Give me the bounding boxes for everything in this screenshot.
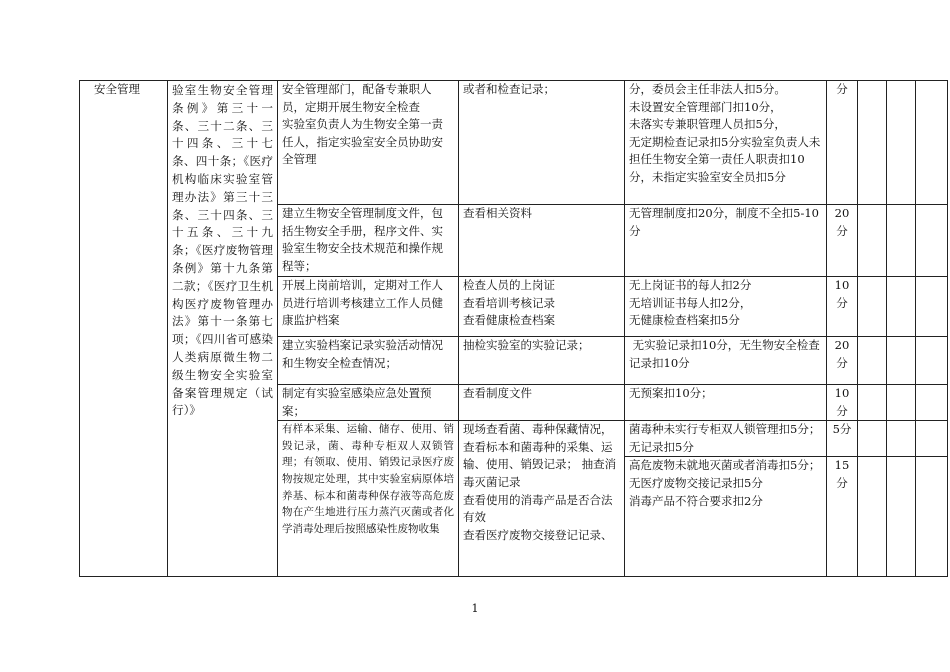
score-text: 10分	[834, 386, 850, 418]
blank-cell	[887, 421, 916, 457]
content-cell	[278, 81, 459, 205]
score-cell	[827, 81, 858, 205]
blank-cell	[887, 457, 916, 577]
score-text: 10分	[834, 278, 850, 310]
content-text: 安全管理部门，配备专兼职人员，定期开展生物安全检查 实验室负责人为生物安全第一责任人，指定实验室安全员协助安全管理	[282, 82, 443, 167]
blank-cell	[887, 205, 916, 277]
method-cell	[459, 385, 625, 421]
blank-cell	[916, 385, 948, 421]
criteria-cell	[625, 385, 827, 421]
legal-basis-text: 验室生物安全管理条例》第三十一条、三十二条、三十四条、三十七条、四十条；《医疗机构临床实验室管理办法》第三十三条、三十四条、三十五条、三十九条；《医疗废物管理条例》第十九条第二款；《医疗卫生机构医疗废物管理办法》第十一条第七项；《四川省可感染人类病原微生物二级生物安全实验室备案管理规定（试行）》	[172, 83, 273, 418]
content-text: 建立实验档案记录实验活动情况和生物安全检查情况；	[282, 338, 443, 370]
content-cell	[278, 337, 459, 385]
blank-cell	[858, 385, 887, 421]
content-text: 开展上岗前培训，定期对工作人员进行培训考核建立工作人员健康监护档案	[282, 278, 443, 328]
blank-cell	[916, 457, 948, 577]
criteria-text: 无实验记录扣10分，无生物安全检查记录扣10分	[629, 338, 820, 370]
blank-cell	[887, 385, 916, 421]
page-number: 1	[471, 602, 479, 615]
blank-cell	[916, 81, 948, 205]
criteria-text: 无上岗证书的每人扣2分 无培训证书每人扣2分， 无健康检查档案扣5分	[629, 278, 752, 328]
criteria-cell	[625, 81, 827, 205]
criteria-text: 无预案扣10分；	[629, 386, 713, 400]
method-cell	[459, 81, 625, 205]
score-text: 20分	[834, 206, 850, 238]
blank-cell	[858, 421, 887, 457]
blank-cell	[858, 277, 887, 337]
blank-cell	[858, 205, 887, 277]
score-cell	[827, 421, 858, 457]
method-text: 或者和检查记录；	[463, 82, 555, 96]
blank-cell	[858, 457, 887, 577]
criteria-cell	[625, 337, 827, 385]
score-text: 分	[836, 82, 848, 96]
blank-cell	[916, 205, 948, 277]
score-cell	[827, 457, 858, 577]
section-cell	[80, 81, 168, 577]
criteria-cell	[625, 421, 827, 457]
content-text: 建立生物安全管理制度文件，包括生物安全手册，程序文件、实验室生物安全技术规范和操作规程等；	[282, 206, 443, 273]
blank-cell	[887, 277, 916, 337]
score-text: 20分	[834, 338, 850, 370]
content-cell	[278, 277, 459, 337]
blank-cell	[916, 337, 948, 385]
blank-cell	[916, 421, 948, 457]
content-cell	[278, 385, 459, 421]
score-cell	[827, 385, 858, 421]
legal-basis-cell	[168, 81, 278, 577]
criteria-cell	[625, 205, 827, 277]
method-cell	[459, 277, 625, 337]
blank-cell	[887, 81, 916, 205]
method-text: 抽检实验室的实验记录；	[463, 338, 590, 352]
criteria-text: 高危废物未就地灭菌或者消毒扣5分； 无医疗废物交接记录扣5分 消毒产品不符合要求扣2分	[629, 458, 821, 508]
content-text: 制定有实验室感染应急处置预案；	[282, 386, 432, 418]
content-text: 有样本采集、运输、储存、使用、销毁记录，菌、毒种专柜双人双锁管理；有领取、使用、销毁记录医疗废物按规定处理，其中实验室病原体培养基、标本和菌毒种保存液等高危废物在产生地进行压力蒸汽灭菌或者化学消毒处理后按照感染性废物收集	[282, 423, 454, 535]
method-cell	[459, 421, 625, 577]
content-cell	[278, 205, 459, 277]
score-cell	[827, 337, 858, 385]
method-text: 现场查看菌、毒种保藏情况，查看标本和菌毒种的采集、运输、使用、销毁记录； 抽查消毒灭菌记录 查看使用的消毒产品是否合法有效 查看医疗废物交接登记记录、	[463, 422, 617, 542]
score-cell	[827, 205, 858, 277]
method-cell	[459, 205, 625, 277]
evaluation-table	[79, 80, 948, 577]
blank-cell	[858, 81, 887, 205]
table-row	[80, 81, 948, 205]
criteria-cell	[625, 277, 827, 337]
criteria-text: 菌毒种未实行专柜双人锁管理扣5分；无记录扣5分	[629, 422, 821, 454]
section-title: 安全管理	[94, 82, 140, 96]
blank-cell	[858, 337, 887, 385]
method-text: 检查人员的上岗证 查看培训考核记录 查看健康检查档案	[463, 278, 555, 328]
method-text: 查看制度文件	[463, 386, 532, 400]
method-text: 查看相关资料	[463, 206, 532, 220]
score-text: 15分	[834, 458, 850, 490]
criteria-text: 无管理制度扣20分，制度不全扣5-10分	[629, 206, 819, 238]
criteria-cell	[625, 457, 827, 577]
method-cell	[459, 337, 625, 385]
content-cell	[278, 421, 459, 577]
blank-cell	[916, 277, 948, 337]
blank-cell	[887, 337, 916, 385]
score-cell	[827, 277, 858, 337]
criteria-text: 分，委员会主任非法人扣5分。 未设置安全管理部门扣10分， 未落实专兼职管理人员扣5分， 无定期检查记录扣5分实验室负责人未担任生物安全第一责任人职责扣10分，未指定实验室安全员扣5分	[629, 82, 821, 184]
score-text: 5分	[832, 422, 852, 437]
